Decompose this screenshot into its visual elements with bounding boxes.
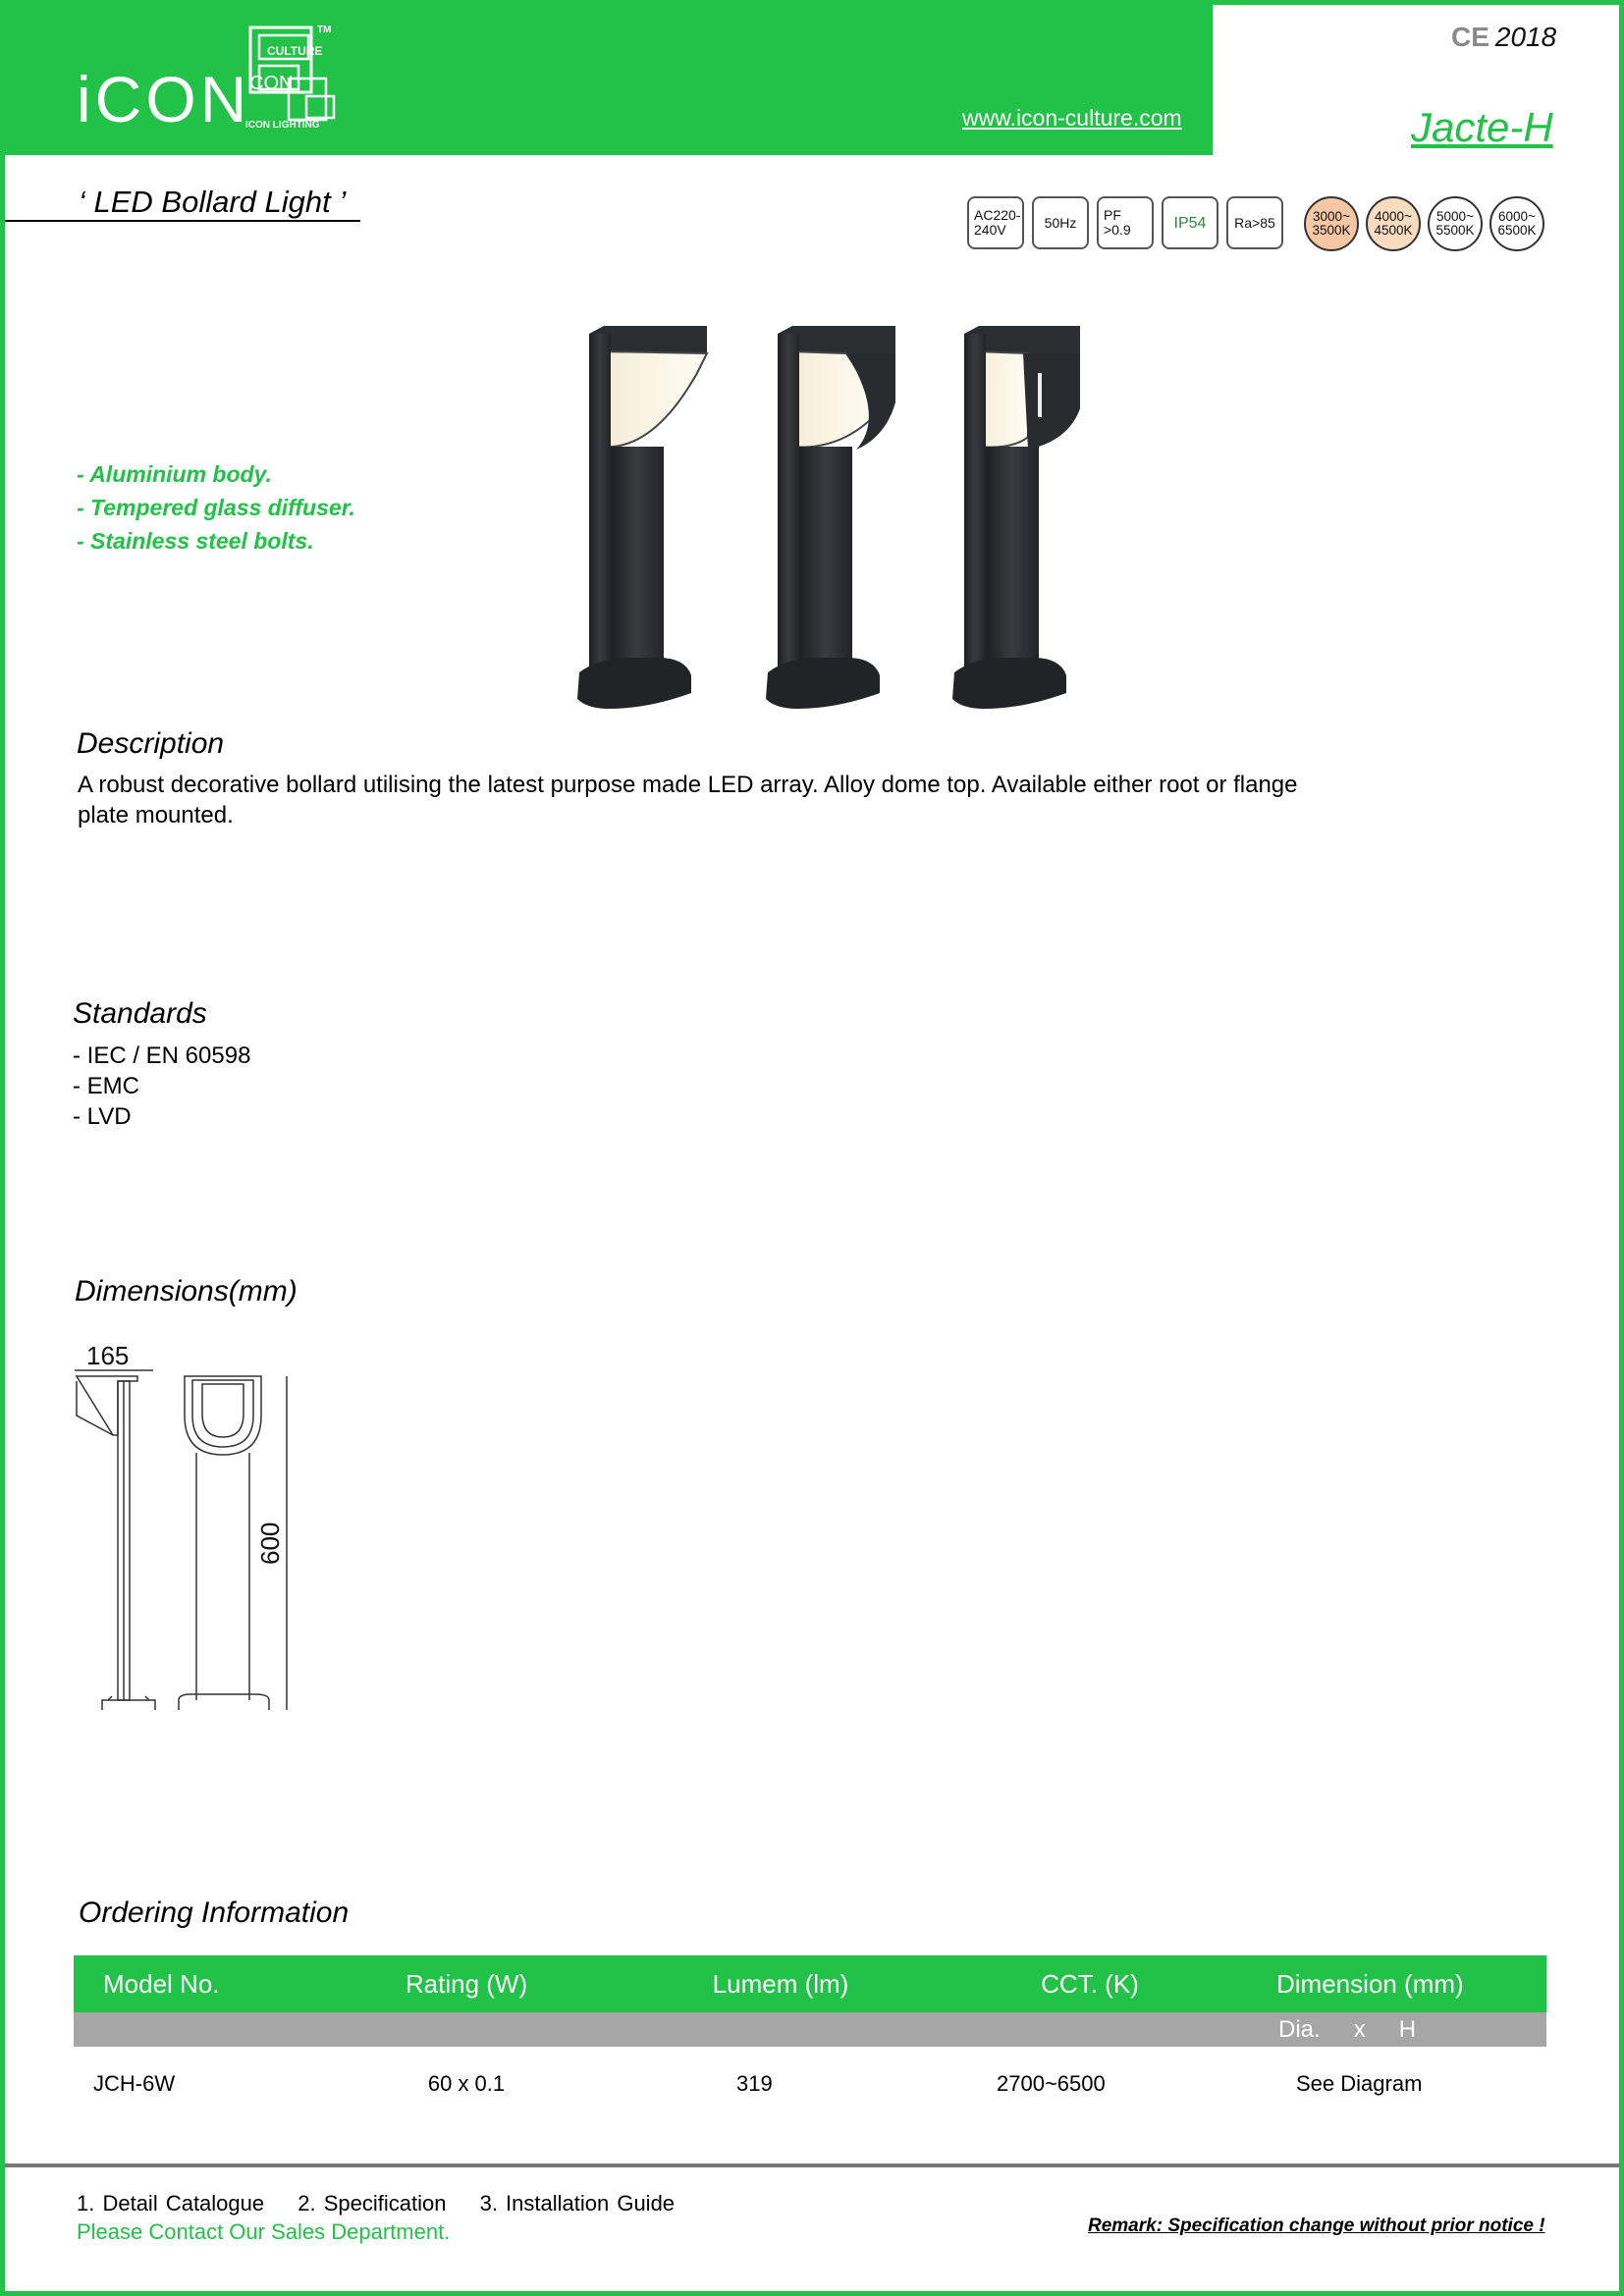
logo-caption: ICON LIGHTING [245,120,320,130]
header-cct: CCT. (K) [923,1955,1257,2012]
link-specification[interactable]: 2. Specification [298,2191,447,2216]
logo-trademark: TM [317,25,332,35]
standard-item: - EMC [73,1073,139,1099]
logo-top-word: CULTURE [267,44,323,58]
footer-links [77,2191,700,2216]
dimension-subheader: Dia. x H [1257,2012,1546,2047]
height-dimension-label: 600 [255,1522,285,1565]
cell-cct: 2700~6500 [997,2070,1106,2096]
bollard-3 [952,326,1080,709]
bollard-2 [766,326,895,709]
cct-badge-6000: 6000~ 6500K [1489,196,1544,251]
standards-title: Standards [73,997,207,1030]
feature-item: - Aluminium body. [77,461,272,487]
cct-badge-3000: 3000~ 3500K [1304,196,1359,251]
feature-list [77,457,355,558]
header-dimension: Dimension (mm) [1257,1955,1546,2012]
table-header-row [74,1955,1546,2012]
header-rating: Rating (W) [295,1955,638,2012]
footer-divider [5,2163,1619,2167]
dimensions-title: Dimensions(mm) [75,1275,298,1308]
feature-item: - Stainless steel bolts. [77,528,314,554]
cct-badge-5000: 5000~ 5500K [1428,196,1483,251]
cell-lumen: 319 [736,2070,773,2096]
power-factor-badge: PF >0.9 [1097,196,1154,249]
dimension-drawing [69,1337,304,1710]
header-lumen: Lumem (lm) [638,1955,923,2012]
width-dimension-label: 165 [86,1341,130,1370]
contact-note: Please Contact Our Sales Department. [77,2219,451,2244]
logo-bottom-word: CON [249,73,294,94]
frequency-badge: 50Hz [1032,196,1089,249]
description-text: A robust decorative bollard utilising the latest purpose made LED array. Alloy dome top. Available either root or flange plate mounted. [78,772,1298,828]
description-title: Description [77,727,225,760]
cell-dimension: See Diagram [1296,2070,1423,2096]
model-name: Jacte-H [1411,104,1553,150]
icon-culture-logo [245,22,344,130]
website-link[interactable]: www.icon-culture.com [962,105,1182,131]
ce-mark-icon: CE [1451,22,1489,52]
spec-badges [967,196,1283,249]
ordering-title: Ordering Information [79,1896,350,1929]
standard-item: - IEC / EN 60598 [73,1042,251,1069]
standard-item: - LVD [73,1103,132,1130]
bollard-1 [577,326,707,709]
link-detail-catalogue[interactable]: 1. Detail Catalogue [77,2191,265,2216]
table-subheader-row [74,2012,1546,2047]
cell-rating: 60 x 0.1 [427,2070,506,2096]
cell-model: JCH-6W [93,2070,176,2096]
ce-year [1451,22,1556,53]
ordering-table [74,1955,1546,2120]
brand-name: iCON [77,63,251,135]
cct-badge-4000: 4000~ 4500K [1366,196,1421,251]
link-installation-guide[interactable]: 3. Installation Guide [479,2191,676,2216]
table-row [74,2047,1546,2120]
cct-badges [1304,196,1544,251]
year-label: 2018 [1494,22,1557,52]
standards-list [73,1041,250,1132]
cri-badge: Ra>85 [1226,196,1283,249]
voltage-badge: AC220- 240V [967,196,1024,249]
header-model: Model No. [74,1955,295,2012]
ip-rating-badge: IP54 [1162,196,1218,249]
product-photo [560,324,1080,717]
product-title: ‘ LED Bollard Light ’ [79,185,347,219]
title-underline [5,220,360,222]
feature-item: - Tempered glass diffuser. [77,495,355,520]
remark-note: Remark: Specification change without prior notice ! [1088,2216,1545,2236]
